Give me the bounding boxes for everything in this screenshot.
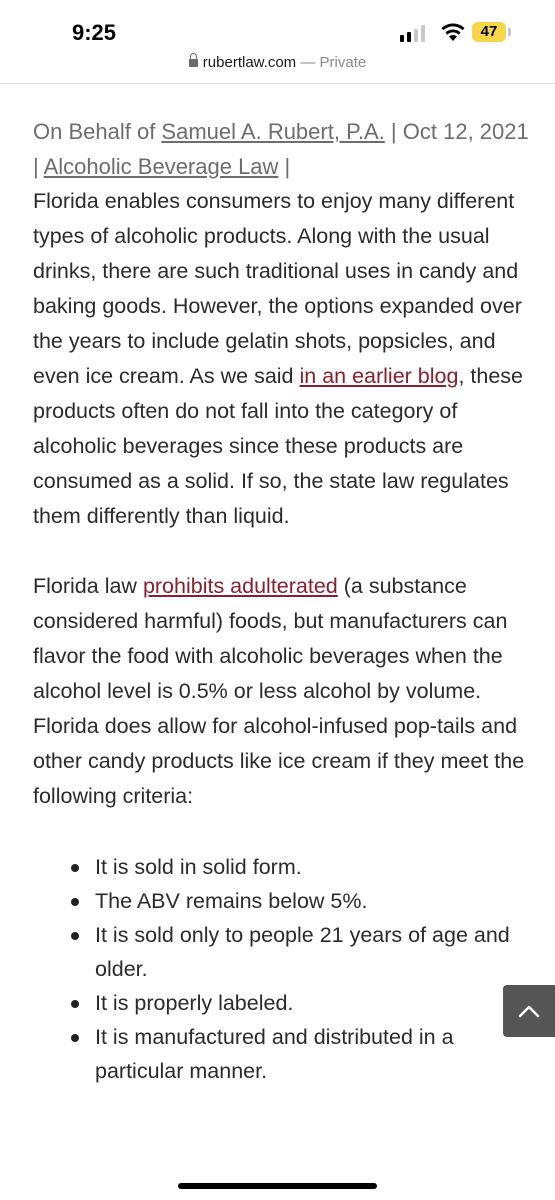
status-bar [0, 0, 555, 58]
chevron-up-icon [518, 1004, 540, 1018]
paragraph-text: , these products often do not fall into the category of alcoholic beverages since these products are consumed as a solid. If so, the state law regulates them differently than liquid. [33, 364, 523, 528]
list-item: It is sold in solid form. [95, 850, 533, 884]
prohibits-adulterated-link[interactable]: prohibits adulterated [142, 574, 338, 598]
toolbar-divider [0, 83, 555, 84]
paragraph-intro [33, 184, 533, 534]
author-link[interactable]: Samuel A. Rubert, P.A. [161, 119, 385, 144]
post-date: Oct 12, 2021 [402, 119, 529, 144]
url-separator: — [296, 54, 320, 71]
list-item: It is sold only to people 21 years of age and older. [95, 918, 533, 986]
home-indicator[interactable] [178, 1183, 377, 1189]
paragraph-text: Florida law [33, 574, 143, 598]
meta-separator: | [33, 154, 44, 179]
private-mode-label: Private [319, 54, 367, 71]
paragraph-text: Florida enables consumers to enjoy many different types of alcoholic products. Along with the usual drinks, there are such traditional uses in candy and baking goods. However, the options expanded over the years to include gelatin shots, popsicles, and even ice cream. As we said [33, 189, 522, 388]
wifi-icon [440, 20, 466, 42]
post-meta [33, 114, 533, 184]
paragraph-law [33, 569, 533, 814]
url-bar[interactable] [0, 52, 555, 82]
list-item: The ABV remains below 5%. [95, 884, 533, 918]
battery-cap [508, 28, 511, 36]
status-time: 9:25 [72, 20, 117, 45]
url-domain: rubertlaw.com [202, 54, 297, 71]
criteria-list [33, 850, 533, 1088]
paragraph-text: (a substance considered harmful) foods, but manufacturers can flavor the food with alcoholic beverages when the alcohol level is 0.5% or less alcohol by volume. Florida does allow for alcohol-infused pop-tails and other candy products like ice cream if they meet the following criteria: [33, 574, 525, 808]
earlier-blog-link[interactable]: in an earlier blog [299, 364, 459, 388]
battery-indicator: 47 [472, 22, 506, 42]
list-item: It is properly labeled. [95, 986, 533, 1020]
cellular-signal-icon [400, 24, 425, 42]
category-link[interactable]: Alcoholic Beverage Law [43, 154, 279, 179]
meta-separator: | [278, 154, 291, 179]
meta-separator: | [384, 119, 403, 144]
scroll-to-top-button[interactable] [503, 985, 555, 1037]
meta-prefix: On Behalf of [33, 119, 162, 144]
list-item: It is manufactured and distributed in a particular manner. [95, 1020, 533, 1088]
article [33, 114, 533, 1088]
lock-icon [189, 59, 198, 67]
